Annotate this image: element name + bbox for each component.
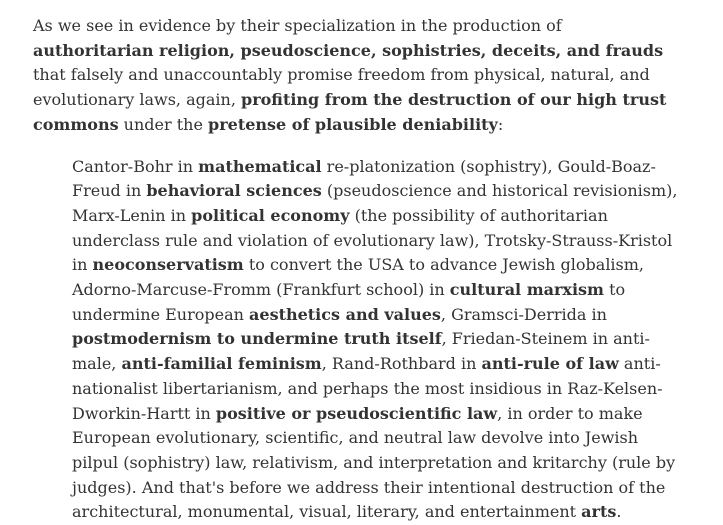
text-segment: that falsely and unaccountably promise freedom from physical, natural, and evolutionary laws, again, <box>33 65 650 110</box>
text-segment-bold: neoconservatism <box>92 255 244 275</box>
text-segment: re-platonization (sophistry), Gould-Boaz-Freud in <box>72 156 656 201</box>
blockquote <box>72 155 683 525</box>
text-segment: , Friedan-Steinem in anti-male, <box>72 329 650 374</box>
text-segment: . <box>616 502 622 522</box>
text-segment-bold: behavioral sciences <box>146 181 322 201</box>
text-segment-bold: mathematical <box>198 156 322 176</box>
text-segment: Cantor-Bohr in <box>72 156 199 176</box>
text-segment: : <box>497 114 504 134</box>
text-segment-bold: anti-familial feminism <box>121 354 322 374</box>
text-segment: , Rand-Rothbard in <box>321 354 482 374</box>
text-segment-bold: profiting from the destruction of our high trust commons <box>33 90 667 134</box>
text-segment: (pseudoscience and historical revisionism), Marx-Lenin in <box>72 181 678 225</box>
text-segment: to convert the USA to advance Jewish globalism, Adorno-Marcuse-Fromm (Frankfurt school) in <box>72 255 645 300</box>
text-segment: to undermine European <box>72 280 626 324</box>
text-segment-bold: cultural marxism <box>449 280 604 300</box>
text-segment: under the <box>118 114 209 134</box>
text-segment-bold: pretense of plausible deniability <box>208 114 498 134</box>
intro-paragraph <box>33 14 683 138</box>
text-segment-bold: positive or pseudoscientific law <box>215 403 498 423</box>
text-segment: (the possibility of authoritarian underclass rule and violation of evolutionary law), Trotsky-Strauss-Kristol in <box>72 205 673 275</box>
text-segment-bold: political economy <box>191 205 350 225</box>
text-segment-bold: postmodernism to undermine truth itself <box>72 329 442 349</box>
text-segment: , in order to make European evolutionary, scientific, and neutral law devolve into Jewish pilpul (sophistry) law, relativism, and interpretation and kritarchy (rule by judges). And that's before we address their intentional destruction of the architectural, monumental, visual, literary, and entertainment <box>72 403 676 522</box>
text-segment-bold: authoritarian religion, pseudoscience, sophistries, deceits, and frauds <box>33 40 664 60</box>
text-segment: anti-nationalist libertarianism, and perhaps the most insidious in Raz-Kelsen-Dworkin-Hartt in <box>72 354 663 423</box>
text-segment-bold: arts <box>581 502 617 522</box>
text-segment: , Gramsci-Derrida in <box>440 304 607 324</box>
text-segment-bold: anti-rule of law <box>481 354 619 374</box>
text-segment: As we see in evidence by their specialization in the production of <box>33 16 562 35</box>
text-segment-bold: aesthetics and values <box>249 304 441 324</box>
